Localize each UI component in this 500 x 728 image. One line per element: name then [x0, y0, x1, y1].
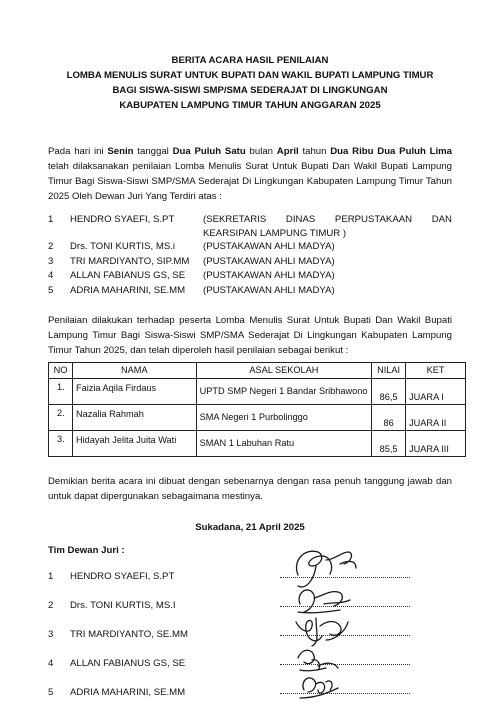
signatory-number: 5 [48, 687, 54, 698]
cell-sekolah: SMA Negeri 1 Purbolinggo [196, 405, 371, 431]
cell-nilai: 86,5 [372, 379, 406, 405]
assessment-paragraph: Penilaian dilakukan terhadap peserta Lomba Menulis Surat Untuk Bupati Dan Wakil Bupati Lampung Timur Bagi Siswa-Siswi SMP/SMA Sederajat Di Lingkungan Kabupaten Lampung Timur Tahun 2025, dan telah diperoleh hasil penilaian sebagai berikut : [48, 315, 452, 356]
cell-sekolah: SMAN 1 Labuhan Ratu [196, 431, 371, 457]
cell-ket: JUARA III [406, 431, 466, 457]
title-line-4: KABUPATEN LAMPUNG TIMUR TAHUN ANGGARAN 2025 [119, 100, 381, 111]
header-nilai: NILAI [372, 363, 406, 379]
intro-rest: telah dilaksanakan penilaian Lomba Menulis Surat Untuk Bupati Dan Wakil Bupati Lampung Timur Bagi Siswa-Siswi SMP/SMA Sederajat Di Lingkungan Kabupaten Lampung Timur Tahun 2025 Oleh Dewan Juri Yang Terdiri atas : [48, 161, 452, 202]
jury-role: (PUSTAKAWAN AHLI MADYA) [203, 241, 335, 252]
signatories-heading: Tim Dewan Juri : [48, 545, 125, 556]
cell-nilai: 86 [372, 405, 406, 431]
signature-item [48, 682, 468, 711]
jury-item [48, 213, 452, 240]
jury-role: (PUSTAKAWAN AHLI MADYA) [203, 284, 335, 296]
signature-line [280, 664, 410, 665]
jury-number: 4 [48, 270, 54, 281]
header-nama: NAMA [72, 363, 196, 379]
jury-number: 1 [48, 214, 54, 225]
signature-item [48, 624, 468, 653]
jury-number: 2 [48, 241, 54, 252]
results-table [48, 362, 466, 457]
jury-list [48, 213, 452, 298]
jury-name: HENDRO SYAEFI, S.PT [70, 214, 175, 225]
jury-name: ADRIA MAHARINI, SE.MM [70, 284, 186, 296]
jury-number: 5 [48, 284, 54, 296]
jury-role: (PUSTAKAWAN AHLI MADYA) [203, 270, 335, 281]
signatory-number: 4 [48, 658, 54, 669]
header-no: NO [49, 363, 73, 379]
cell-nama: Nazalia Rahmah [72, 405, 196, 431]
signature-line [280, 606, 410, 607]
intro-month: April [276, 146, 299, 157]
cell-ket: JUARA II [406, 405, 466, 431]
signatory-number: 1 [48, 571, 54, 582]
cell-nama: Faizia Aqila Firdaus [72, 379, 196, 405]
table-row [49, 379, 466, 405]
closing-paragraph: Demikian berita acara ini dibuat dengan sebenarnya dengan rasa penuh tanggung jawab dan untuk dapat dipergunakan sebagaimana mestinya. [48, 476, 452, 502]
signatory-name: ALLAN FABIANUS GS, SE [70, 658, 186, 669]
cell-nama: Hidayah Jelita Juita Wati [72, 431, 196, 457]
jury-name: Drs. TONI KURTIS, MS.i [70, 241, 176, 252]
cell-no: 2. [49, 405, 73, 431]
intro-text: bulan [245, 146, 277, 157]
signatory-number: 2 [48, 600, 54, 611]
intro-text: Pada hari ini [48, 146, 108, 157]
jury-number: 3 [48, 255, 54, 267]
intro-day: Senin [107, 146, 134, 157]
signature-list [48, 566, 468, 711]
jury-item [48, 255, 452, 270]
cell-ket: JUARA I [406, 379, 466, 405]
intro-year: Dua Ribu Dua Puluh Lima [330, 146, 453, 157]
jury-item [48, 269, 452, 284]
place-date: Sukadana, 21 April 2025 [195, 522, 305, 533]
intro-text: tanggal [133, 146, 173, 157]
title-line-3: BAGI SISWA-SISWI SMP/SMA SEDERAJAT DI LINGKUNGAN [112, 85, 388, 96]
table-row [49, 431, 466, 457]
table-row [49, 405, 466, 431]
signature-line [280, 693, 410, 694]
cell-nilai: 85,5 [372, 431, 406, 457]
intro-date: Dua Puluh Satu [172, 146, 246, 157]
jury-role: (PUSTAKAWAN AHLI MADYA) [203, 255, 335, 267]
signature-line [280, 577, 410, 578]
title-line-1: BERITA ACARA HASIL PENILAIAN [171, 55, 329, 66]
signatory-name: TRI MARDIYANTO, SE.MM [70, 629, 188, 640]
cell-no: 1. [49, 379, 73, 405]
signatory-name: HENDRO SYAEFI, S.PT [70, 571, 175, 582]
signatory-name: ADRIA MAHARINI, SE.MM [70, 687, 186, 698]
jury-item [48, 284, 452, 299]
jury-name: ALLAN FABIANUS GS, SE [70, 270, 186, 281]
signatory-number: 3 [48, 629, 54, 640]
cell-no: 3. [49, 431, 73, 457]
jury-role: (SEKRETARIS DINAS PERPUSTAKAAN DAN KEARSIPAN LAMPUNG TIMUR ) [203, 214, 452, 239]
signature-line [280, 635, 410, 636]
cell-sekolah: UPTD SMP Negeri 1 Bandar Sribhawono [196, 379, 371, 405]
intro-text: tahun [298, 146, 331, 157]
signatory-name: Drs. TONI KURTIS, MS.I [70, 600, 176, 611]
signature-item [48, 566, 468, 595]
document-title [40, 53, 460, 113]
table-header-row [49, 363, 466, 379]
intro-paragraph [48, 144, 452, 204]
jury-item [48, 240, 452, 255]
header-ket: KET [406, 363, 466, 379]
jury-name: TRI MARDIYANTO, SIP.MM [70, 255, 190, 267]
signature-item [48, 595, 468, 624]
signature-item [48, 653, 468, 682]
title-line-2: LOMBA MENULIS SURAT UNTUK BUPATI DAN WAKIL BUPATI LAMPUNG TIMUR [66, 70, 434, 81]
header-sekolah: ASAL SEKOLAH [196, 363, 371, 379]
